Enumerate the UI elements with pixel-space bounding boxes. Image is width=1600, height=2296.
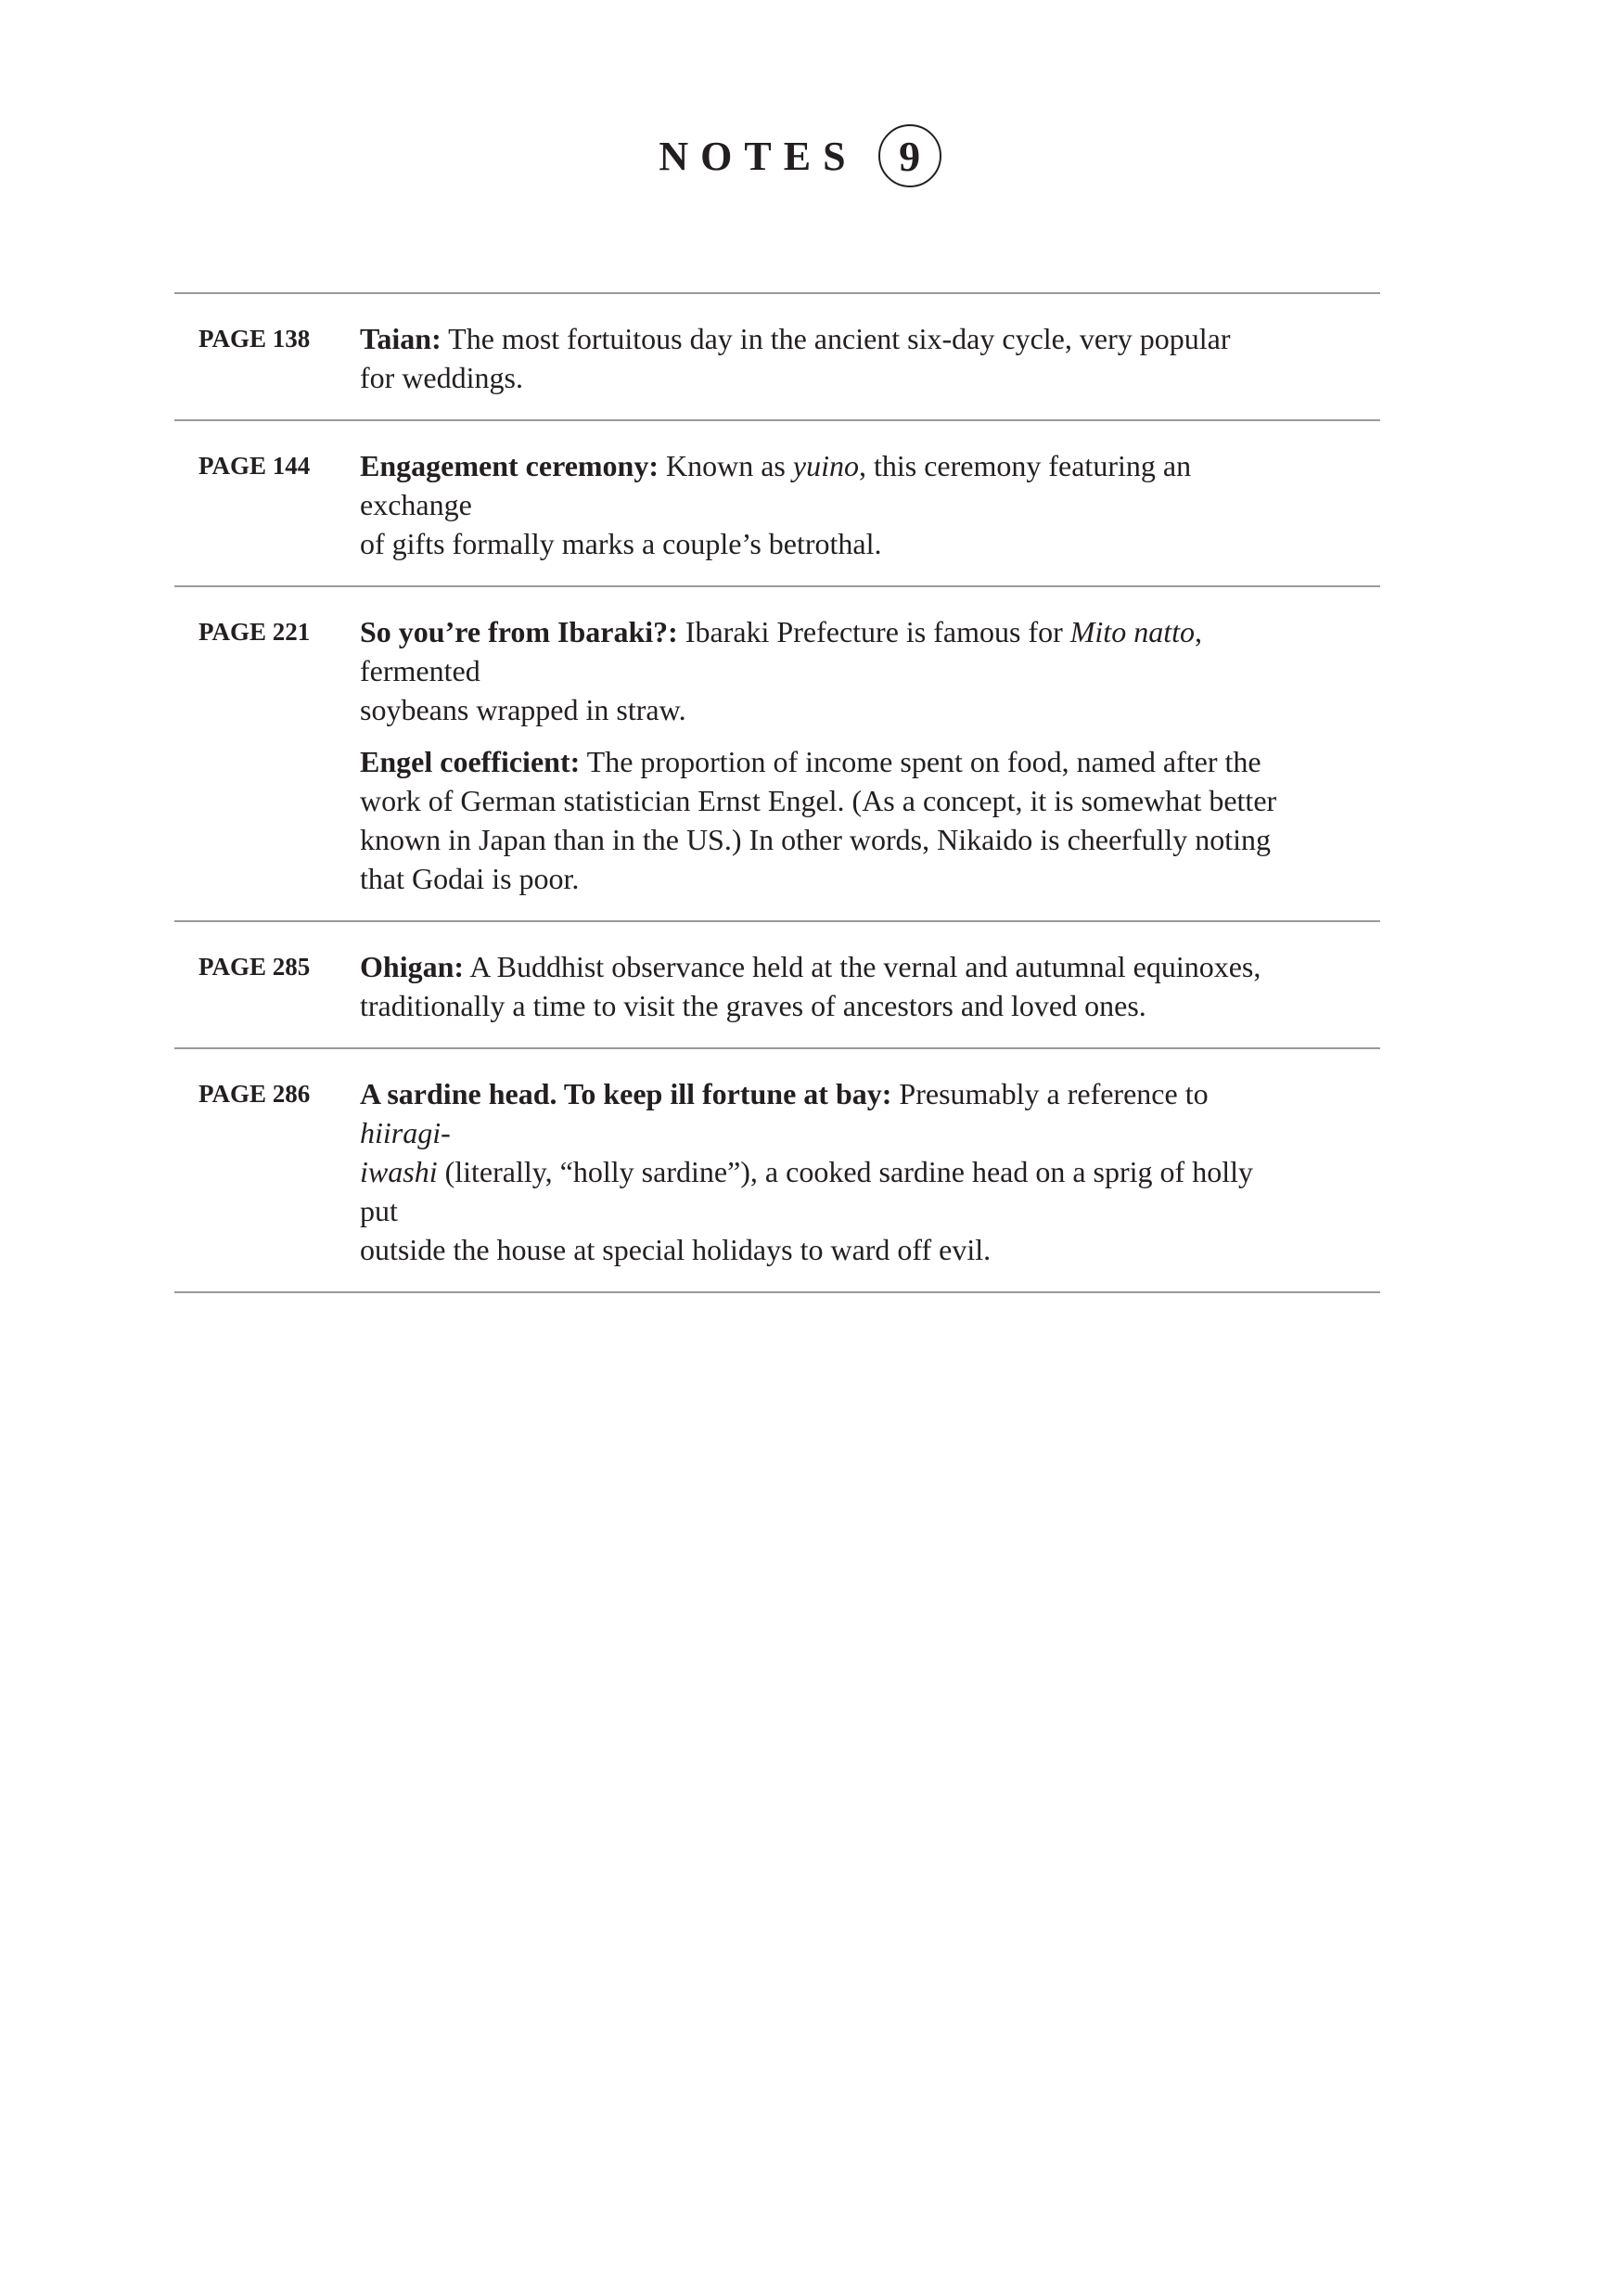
page-reference: PAGE 286 — [198, 1080, 311, 1108]
page-reference: PAGE 144 — [198, 452, 311, 480]
note-text: The proportion of income spent on food, named after the — [580, 745, 1261, 778]
notes-table — [174, 292, 1380, 1293]
note-text: Presumably a reference to — [891, 1077, 1209, 1110]
note-entry — [360, 742, 1297, 898]
header-inner — [659, 119, 941, 193]
note-term: So you’re from Ibaraki?: — [360, 615, 678, 648]
page-reference: PAGE 285 — [198, 953, 311, 981]
note-entry — [360, 446, 1297, 563]
note-text: The most fortuitous day in the ancient six-day cycle, very popular — [441, 322, 1231, 355]
note-entry — [360, 1074, 1297, 1269]
note-body — [360, 446, 1380, 563]
page-reference: PAGE 138 — [198, 325, 311, 353]
note-entry — [360, 319, 1297, 397]
note-text: , fermented — [360, 615, 1202, 687]
note-text: soybeans wrapped in straw. — [360, 693, 686, 726]
note-text: work of German statistician Ernst Engel. (As a concept, it is somewhat better — [360, 784, 1277, 817]
note-term: Taian: — [360, 322, 442, 355]
page-reference: PAGE 221 — [198, 618, 311, 646]
note-text: , this ceremony featuring an exchange — [360, 449, 1192, 521]
italic-term: hiiragi- — [360, 1116, 451, 1149]
note-body — [360, 612, 1380, 898]
note-text: (literally, “holly sardine”), a cooked sardine head on a sprig of holly put — [360, 1155, 1253, 1227]
note-row — [174, 1049, 1380, 1293]
note-text: outside the house at special holidays to ward off evil. — [360, 1233, 992, 1266]
note-body — [360, 1074, 1380, 1269]
note-row — [174, 421, 1380, 587]
italic-term: iwashi — [360, 1155, 438, 1188]
note-entry — [360, 612, 1297, 729]
note-text: for weddings. — [360, 361, 523, 394]
italic-term: yuino — [792, 449, 859, 482]
note-row — [174, 587, 1380, 922]
note-text: traditionally a time to visit the graves of ancestors and loved ones. — [360, 989, 1146, 1022]
note-text: of gifts formally marks a couple’s betrothal. — [360, 527, 882, 560]
note-row — [174, 922, 1380, 1049]
volume-number-badge: 9 — [878, 124, 941, 187]
note-term: Ohigan: — [360, 950, 465, 983]
note-term: A sardine head. To keep ill fortune at bay: — [360, 1077, 892, 1110]
note-row — [174, 294, 1380, 421]
note-text: that Godai is poor. — [360, 862, 580, 895]
page-title: NOTES — [659, 133, 858, 179]
note-body — [360, 947, 1380, 1025]
note-text: Ibaraki Prefecture is famous for — [677, 615, 1070, 648]
note-term: Engagement ceremony: — [360, 449, 659, 482]
italic-term: Mito natto — [1069, 615, 1195, 648]
note-term: Engel coefficient: — [360, 745, 581, 778]
note-entry — [360, 947, 1297, 1025]
note-text: Known as — [659, 449, 793, 482]
note-text: A Buddhist observance held at the vernal and autumnal equinoxes, — [464, 950, 1261, 983]
page-header — [0, 119, 1600, 193]
note-text: known in Japan than in the US.) In other words, Nikaido is cheerfully noting — [360, 823, 1272, 856]
note-body — [360, 319, 1380, 397]
